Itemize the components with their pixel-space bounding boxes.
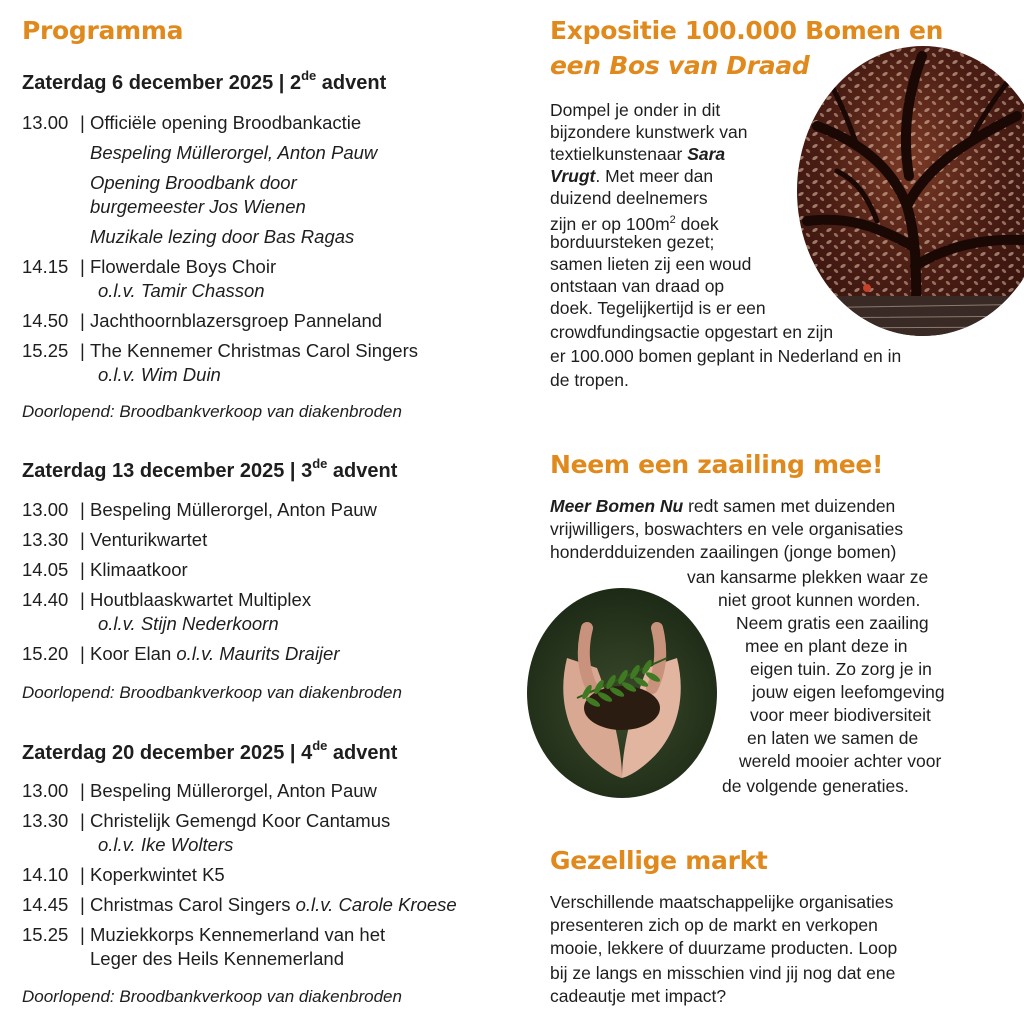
act: Koperkwintet K5 bbox=[90, 864, 225, 885]
text-line: Neem gratis een zaailing bbox=[736, 613, 929, 633]
text-line: wereld mooier achter voor bbox=[739, 751, 942, 771]
text-line: mooie, lekkere of duurzame producten. Loop bbox=[550, 938, 898, 958]
time: 13.00 bbox=[22, 499, 69, 520]
time: 13.30 bbox=[22, 810, 69, 831]
text-line: en laten we samen de bbox=[747, 728, 919, 748]
text-line: borduursteken gezet; bbox=[550, 232, 715, 252]
ongoing-note: Doorlopend: Broodbankverkoop van diakenbroden bbox=[22, 683, 402, 702]
text-line: er 100.000 bomen geplant in Nederland en in bbox=[550, 346, 902, 366]
act: Officiële opening Broodbankactie bbox=[90, 112, 362, 133]
time: 15.25 bbox=[22, 924, 69, 945]
text-line: bijzondere kunstwerk van bbox=[550, 122, 748, 142]
text-line: jouw eigen leefomgeving bbox=[752, 682, 945, 702]
text-line: Verschillende maatschappelijke organisaties bbox=[550, 892, 894, 912]
sub-line: o.l.v. Stijn Nederkoorn bbox=[98, 613, 279, 634]
sub-line: Muzikale lezing door Bas Ragas bbox=[90, 226, 355, 247]
time: 14.40 bbox=[22, 589, 69, 610]
sub-line: o.l.v. Tamir Chasson bbox=[98, 280, 265, 301]
text-line: Vrugt. Met meer dan bbox=[550, 166, 714, 186]
time: 14.05 bbox=[22, 559, 69, 580]
day-1-title: Zaterdag 6 december 2025 | 2de advent bbox=[22, 68, 387, 94]
ongoing-note: Doorlopend: Broodbankverkoop van diakenbroden bbox=[22, 987, 402, 1006]
zaailing-text bbox=[550, 495, 1020, 805]
text-line: niet groot kunnen worden. bbox=[718, 590, 921, 610]
time: 15.25 bbox=[22, 340, 69, 361]
text-line: bij ze langs en misschien vind jij nog dat ene bbox=[550, 963, 896, 983]
act: Bespeling Müllerorgel, Anton Pauw bbox=[90, 780, 377, 801]
markt-text bbox=[550, 891, 1020, 1011]
time: 13.00 bbox=[22, 112, 69, 133]
time: 14.50 bbox=[22, 310, 69, 331]
act: Christmas Carol Singers o.l.v. Carole Kroese bbox=[90, 894, 457, 915]
act: Muziekkorps Kennemerland van het bbox=[90, 924, 386, 945]
day-3-title: Zaterdag 20 december 2025 | 4de advent bbox=[22, 738, 398, 764]
act: Houtblaaskwartet Multiplex bbox=[90, 589, 312, 610]
sub-line: Opening Broodbank door bbox=[90, 172, 297, 193]
text-line: presenteren zich op de markt en verkopen bbox=[550, 915, 878, 935]
sub-line: Bespeling Müllerorgel, Anton Pauw bbox=[90, 142, 378, 163]
ongoing-note: Doorlopend: Broodbankverkoop van diakenbroden bbox=[22, 402, 402, 421]
expositie-text bbox=[550, 99, 1020, 409]
time: 13.30 bbox=[22, 529, 69, 550]
text-line: de volgende generaties. bbox=[722, 776, 909, 796]
time: 15.20 bbox=[22, 643, 69, 664]
text-line: Meer Bomen Nu redt samen met duizenden bbox=[550, 496, 896, 516]
text-line: Dompel je onder in dit bbox=[550, 100, 721, 120]
text-line: honderdduizenden zaailingen (jonge bomen) bbox=[550, 542, 897, 562]
time: 13.00 bbox=[22, 780, 69, 801]
act: Flowerdale Boys Choir bbox=[90, 256, 277, 277]
text-line: crowdfundingsactie opgestart en zijn bbox=[550, 322, 834, 342]
text-line: doek. Tegelijkertijd is er een bbox=[550, 298, 766, 318]
act: Leger des Heils Kennemerland bbox=[90, 948, 345, 969]
text-line: duizend deelnemers bbox=[550, 188, 708, 208]
text-line: de tropen. bbox=[550, 370, 629, 390]
text-line: van kansarme plekken waar ze bbox=[687, 567, 929, 587]
sub-line: o.l.v. Wim Duin bbox=[98, 364, 221, 385]
zaailing-title: Neem een zaailing mee! bbox=[550, 450, 884, 479]
act: The Kennemer Christmas Carol Singers bbox=[90, 340, 418, 361]
expositie-title-line2: een Bos van Draad bbox=[550, 51, 810, 80]
text-line: mee en plant deze in bbox=[745, 636, 908, 656]
text-line: cadeautje met impact? bbox=[550, 986, 727, 1006]
time: 14.45 bbox=[22, 894, 69, 915]
act: Klimaatkoor bbox=[90, 559, 188, 580]
text-line: textielkunstenaar Sara bbox=[550, 144, 726, 164]
text-line: vrijwilligers, boswachters en vele organisaties bbox=[550, 519, 904, 539]
text-line: voor meer biodiversiteit bbox=[750, 705, 931, 725]
act: Koor Elan o.l.v. Maurits Draijer bbox=[90, 643, 340, 664]
sub-line: o.l.v. Ike Wolters bbox=[98, 834, 234, 855]
text-line: eigen tuin. Zo zorg je in bbox=[750, 659, 932, 679]
text-line: samen lieten zij een woud bbox=[550, 254, 752, 274]
day-2-title: Zaterdag 13 december 2025 | 3de advent bbox=[22, 456, 398, 482]
text-line: zijn er op $100m^2$ doek bbox=[550, 213, 719, 234]
time: 14.15 bbox=[22, 256, 69, 277]
expositie-title-line1: Expositie 100.000 Bomen en bbox=[550, 16, 944, 45]
act: Venturikwartet bbox=[90, 529, 208, 550]
sub-line: burgemeester Jos Wienen bbox=[90, 196, 306, 217]
time: 14.10 bbox=[22, 864, 69, 885]
markt-title: Gezellige markt bbox=[550, 846, 768, 875]
programma-title: Programma bbox=[22, 16, 184, 45]
act: Jachthoornblazersgroep Panneland bbox=[90, 310, 383, 331]
act: Bespeling Müllerorgel, Anton Pauw bbox=[90, 499, 377, 520]
act: Christelijk Gemengd Koor Cantamus bbox=[90, 810, 391, 831]
text-line: ontstaan van draad op bbox=[550, 276, 725, 296]
